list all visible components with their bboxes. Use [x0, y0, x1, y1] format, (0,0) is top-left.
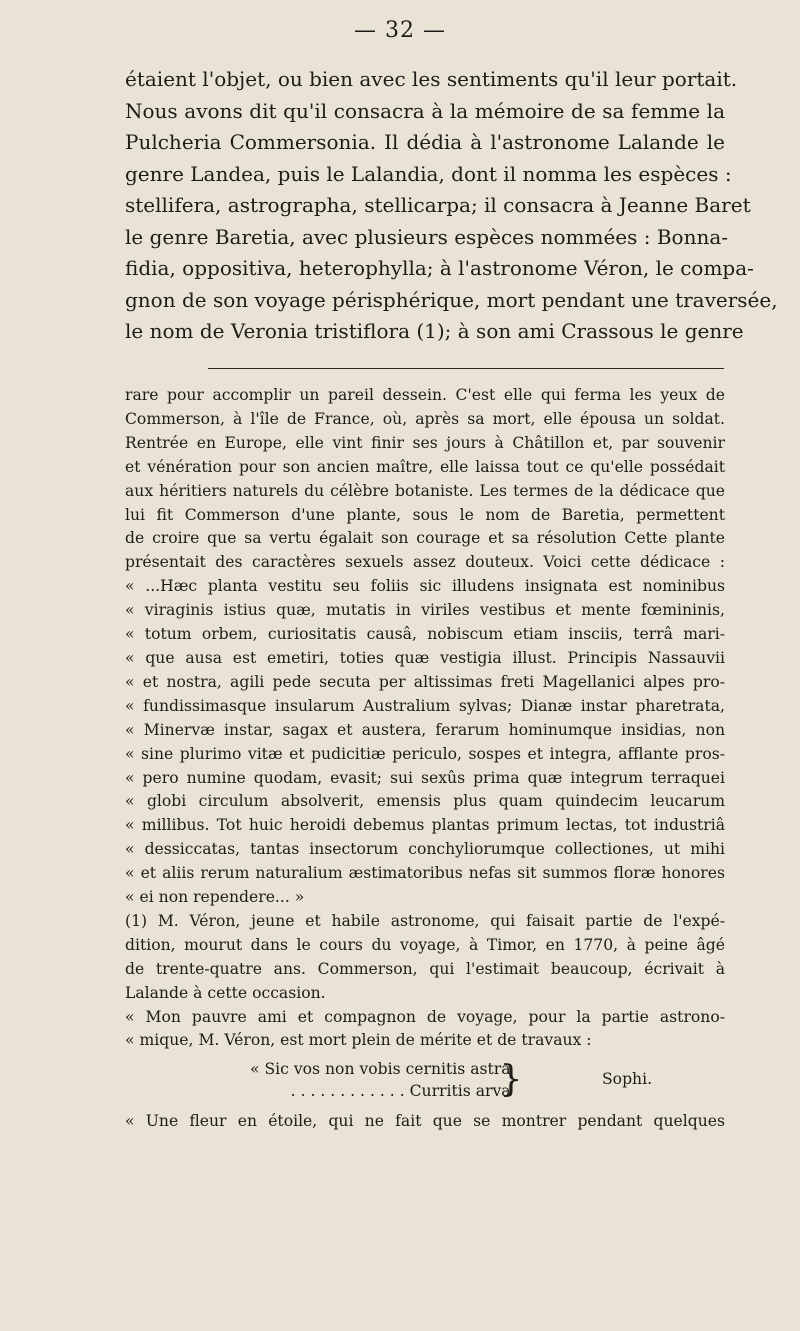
- footnote-line: et vénération pour son ancien maître, elle laissa tout ce qu'elle possédait: [125, 457, 725, 476]
- main-line: le genre Baretia, avec plusieurs espèces nommées : Bonna-: [125, 224, 729, 249]
- footnote-line: « et aliis rerum naturalium æstimatoribus nefas sit summos floræ honores: [125, 864, 725, 883]
- footnote-line: « ei non rependere... »: [125, 888, 305, 907]
- footnote-line: « Minervæ instar, sagax et austera, ferarum hominumque insidias, non: [125, 720, 725, 739]
- footnote-line: lui fit Commerson d'une plante, sous le nom de Baretia, permettent: [125, 505, 725, 524]
- footnote-line: aux héritiers naturels du célèbre botaniste. Les termes de la dédicace que: [125, 481, 725, 500]
- footnote-line: « globi circulum absolverit, emensis plus quam quindecim leucarum: [125, 792, 725, 811]
- footnote-separator: [208, 368, 724, 369]
- footnote-line: Lalande à cette occasion.: [125, 983, 326, 1002]
- footnotes: [125, 384, 725, 1053]
- footnote-line: « fundissimasque insularum Australium sylvas; Dianæ instar pharetrata,: [125, 696, 725, 715]
- footnote-line: dition, mourut dans le cours du voyage, à Timor, en 1770, à peine âgé: [125, 935, 725, 954]
- main-line: gnon de son voyage périsphérique, mort pendant une traversée,: [125, 287, 778, 312]
- footnote-line: de croire que sa vertu égalait son courage et sa résolution Cette plante: [125, 529, 725, 548]
- verse-attribution: Sophi.: [602, 1070, 653, 1088]
- main-line: le nom de Veronia tristiflora (1); à son ami Crassous le genre: [125, 319, 744, 343]
- footnote-line: « que ausa est emetiri, toties quæ vestigia illust. Principis Nassauvii: [125, 648, 725, 667]
- footnote-line: « et nostra, agili pede secuta per altissimas freti Magellanici alpes pro-: [125, 672, 725, 691]
- footnote-line: « pero numine quodam, evasit; sui sexûs prima quæ integrum terraquei: [125, 768, 725, 787]
- main-line: fidia, oppositiva, heterophylla; à l'astronome Véron, le compa-: [125, 256, 754, 280]
- main-line: Pulcheria Commersonia. Il dédia à l'astronome Lalande le: [125, 130, 725, 154]
- main-text: [125, 64, 778, 348]
- footnote-line: « Une fleur en étoile, qui ne fait que se montrer pendant quelques: [125, 1112, 725, 1130]
- footnote-line: rare pour accomplir un pareil dessein. C'est elle qui ferma les yeux de: [125, 386, 725, 404]
- footnote-line: « millibus. Tot huic heroidi debemus plantas primum lectas, tot industriâ: [125, 816, 725, 835]
- verse-quote: [250, 1058, 653, 1102]
- main-line: étaient l'objet, ou bien avec les sentiments qu'il leur portait.: [125, 67, 738, 91]
- footnote-line: Commerson, à l'île de France, où, après sa mort, elle épousa un soldat.: [125, 409, 725, 428]
- footnote-line: de trente-quatre ans. Commerson, qui l'estimait beaucoup, écrivait à: [125, 959, 725, 978]
- main-line: stellifera, astrographa, stellicarpa; il consacra à Jeanne Baret: [125, 193, 751, 217]
- footnote-line: présentait des caractères sexuels assez douteux. Voici cette dédicace :: [125, 553, 725, 572]
- footnote-line: Rentrée en Europe, elle vint finir ses jours à Châtillon et, par souvenir: [125, 433, 725, 452]
- footnote-line: « viraginis istius quæ, mutatis in viriles vestibus et mente fœmininis,: [125, 601, 725, 620]
- main-line: genre Landea, puis le Lalandia, dont il nomma les espèces :: [125, 161, 732, 186]
- footnote-line: « Mon pauvre ami et compagnon de voyage, pour la partie astrono-: [125, 1007, 725, 1026]
- footnote-line: « dessiccatas, tantas insectorum conchyliorumque collectiones, ut mihi: [125, 840, 725, 859]
- verse-line: « Sic vos non vobis cernitis astra: [250, 1060, 511, 1078]
- footnote-line: (1) M. Véron, jeune et habile astronome, qui faisait partie de l'expé-: [125, 911, 725, 930]
- footnote-line: « sine plurimo vitæ et pudicitiæ periculo, sospes et integra, afflante pros-: [125, 744, 725, 763]
- footnote-line: « totum orbem, curiositatis causâ, nobiscum etiam insciis, terrâ mari-: [125, 625, 725, 644]
- main-line: Nous avons dit qu'il consacra à la mémoire de sa femme la: [125, 98, 725, 123]
- footnote-line: « ...Hæc planta vestitu seu foliis sic illudens insignata est nominibus: [125, 577, 725, 596]
- footnote-line: « mique, M. Véron, est mort plein de mérite et de travaux :: [125, 1031, 592, 1050]
- verse-line: . . . . . . . . . . . . Curritis arva: [290, 1082, 511, 1100]
- brace-glyph: }: [499, 1059, 523, 1100]
- page-number: — 32 —: [354, 18, 446, 43]
